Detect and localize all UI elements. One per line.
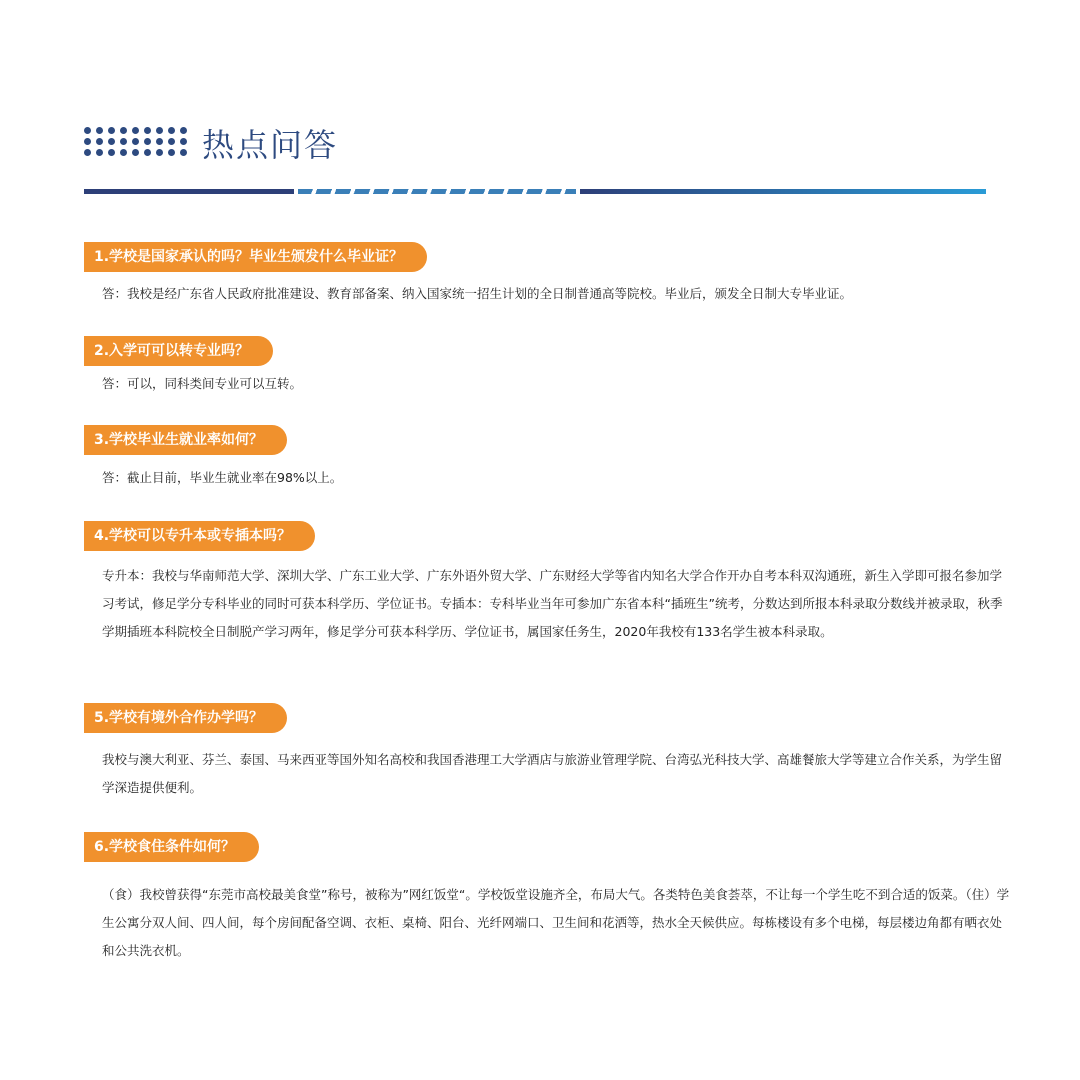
question-label: 6.学校食住条件如何？	[84, 832, 259, 862]
question-label: 2.入学可可以转专业吗？	[84, 336, 273, 366]
dot-grid-decoration	[84, 127, 187, 156]
answer-text: 我校与澳大利亚、芬兰、泰国、马来西亚等国外知名高校和我国香港理工大学酒店与旅游业管理学院、台湾弘光科技大学、高雄餐旅大学等建立合作关系，为学生留学深造提供便利。	[102, 752, 1003, 795]
answer-text: （食）我校曾获得“东莞市高校最美食堂”称号，被称为”网红饭堂“。学校饭堂设施齐全，布局大气。各类特色美食荟萃，不让每一个学生吃不到合适的饭菜。（住）学生公寓分双人间、四人间，每个房间配备空调、衣柜、桌椅、阳台、光纤网端口、卫生间和花洒等，热水全天候供应。每栋楼设有多个电梯，每层楼边角都有晒衣处和公共洗衣机。	[102, 887, 1010, 958]
answer-text: 专升本：我校与华南师范大学、深圳大学、广东工业大学、广东外语外贸大学、广东财经大学等省内知名大学合作开办自考本科双沟通班，新生入学即可报名参加学习考试，修足学分专科毕业的同时可获本科学历、学位证书。专插本：专科毕业当年可参加广东省本科“插班生”统考，分数达到所报本科录取分数线并被录取，秋季学期插班本科院校全日制脱产学习两年，修足学分可获本科学历、学位证书，属国家任务生，2020年我校有133名学生被本科录取。	[102, 568, 1003, 639]
question-label: 1.学校是国家承认的吗？毕业生颁发什么毕业证？	[84, 242, 427, 272]
faq-item-4	[84, 521, 1003, 639]
faq-item-5	[84, 703, 1003, 795]
faq-item-2	[84, 336, 303, 391]
faq-item-3	[84, 425, 343, 485]
page-title: 热点问答	[202, 126, 339, 164]
question-label: 3.学校毕业生就业率如何？	[84, 425, 287, 455]
faq-item-1	[84, 242, 853, 301]
header-divider	[84, 189, 986, 194]
question-label: 4.学校可以专升本或专插本吗？	[84, 521, 315, 551]
question-label: 5.学校有境外合作办学吗？	[84, 703, 287, 733]
answer-text: 答：可以，同科类间专业可以互转。	[102, 376, 303, 391]
answer-text: 答：我校是经广东省人民政府批准建设、教育部备案、纳入国家统一招生计划的全日制普通高等院校。毕业后，颁发全日制大专毕业证。	[102, 286, 853, 301]
faq-item-6	[84, 832, 1010, 958]
answer-text: 答：截止目前，毕业生就业率在98%以上。	[102, 470, 343, 485]
